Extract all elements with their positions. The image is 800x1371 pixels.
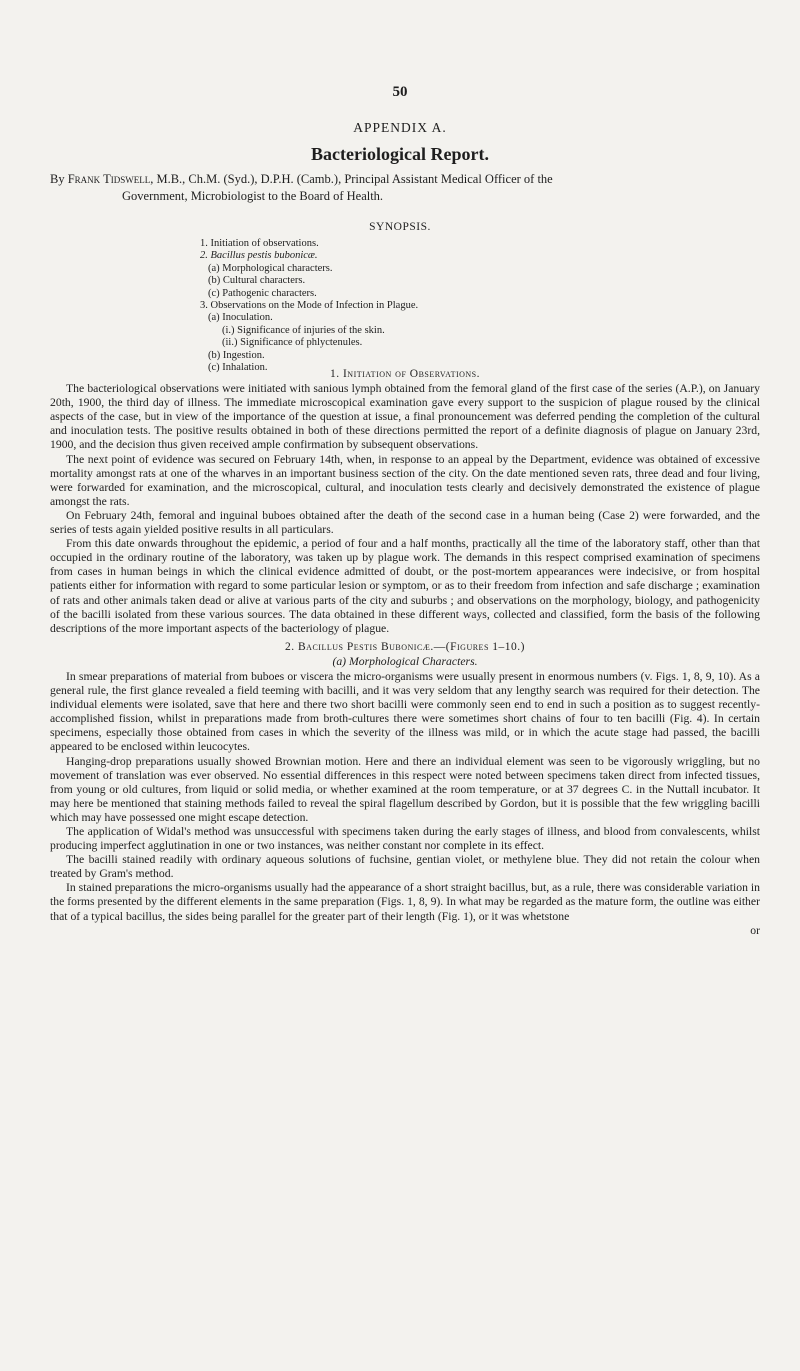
synopsis-item: 3. Observations on the Mode of Infection in Plague. [200,300,419,312]
synopsis-heading: SYNOPSIS. [369,221,431,233]
paragraph: On February 24th, femoral and inguinal buboes obtained after the death of the second case in a human being (Case 2) were forwarded, and the series of tests again yielded positive results in all particulars. [50,508,760,537]
paragraph: In smear preparations of material from buboes or viscera the micro-organisms were usually present in enormous numbers (v. Figs. 1, 8, 9, 10). As a general rule, the first glance revealed a field teeming with bacilli, and it was very seldom that any lengthy search was required for their detection. The individual elements were isolated, save that here and there two short bacilli were commonly seen end to end in such a position as to suggest recently-accomplished fission, whilst in preparations made from broth-cultures there were sometimes short chains of four to ten bacilli (Fig. 4). In certain specimens, especially those obtained from cases in which the severity of the illness was mild, or in which the acute stage had passed, the bacilli appeared to be enclosed within leucocytes. [50,669,760,754]
synopsis-item: (a) Morphological characters. [208,262,333,274]
catchword: or [750,923,760,937]
synopsis-item: (b) Cultural characters. [208,275,306,287]
synopsis-item: (b) Ingestion. [208,349,265,361]
author-credentials: M.B., Ch.M. (Syd.), D.P.H. (Camb.), Principal Assistant Medical Officer of the [156,172,553,186]
report-body [50,365,760,938]
synopsis-list [200,238,620,374]
synopsis-item: (ii.) Significance of phlyctenules. [222,337,363,349]
subsection-heading: (a) Morphological Characters. [332,654,478,668]
paragraph: The application of Widal's method was unsuccessful with specimens taken during the early stages of illness, and blood from convalescents, whilst producing imperfect agglutination in one or two instances, was neither constant nor complete in its effect. [50,825,760,853]
section-2-heading: 2. Bacillus Pestis Bubonicæ.—(Figures 1–10.) [285,640,525,653]
paragraph: The next point of evidence was secured on February 14th, when, in response to an appeal by the Department, evidence was obtained of excessive mortality amongst rats at one of the wharves in an important business section of the city. On the date mentioned seven rats, three dead and four living, were forwarded for examination, and the microscopical, cultural, and inoculation tests clearly and decisively demonstrated the existence of plague amongst the rats. [50,452,760,508]
synopsis-item: 1. Initiation of observations. [200,238,319,249]
synopsis-item: (c) Inhalation. [208,362,268,374]
synopsis-item: (c) Pathogenic characters. [208,287,317,299]
paragraph: In stained preparations the micro-organisms usually had the appearance of a short straight bacillus, but, as a rule, there was considerable variation in the forms presented by the different elements in the same preparation (Figs. 1, 8, 9). In what may be regarded as the mature form, the outline was either that of a typical bacillus, the sides being parallel for the greater part of their length (Fig. 1), or it was whetstone [50,881,760,923]
author-positions: Government, Microbiologist to the Board of Health. [122,189,384,203]
author-name: Frank Tidswell, [67,172,154,186]
paragraph: The bacteriological observations were initiated with sanious lymph obtained from the femoral gland of the first case of the series (A.P.), on January 20th, 1900, the third day of illness. The immediate microscopical examination gave every support to the suspicion of plague roused by the clinical aspects of the case, but in view of the importance of the question at issue, a final pronouncement was deferred pending the completion of the cultural and inoculation tests. The positive results obtained in both of these directions permitted the report of a definite diagnosis of plague on January 23rd, 1900, and the decision thus given received ample confirmation by subsequent observations. [50,382,760,452]
byline [50,171,760,205]
section-1-heading: 1. Initiation of Observations. [329,368,481,380]
report-title: Bacteriological Report. [311,144,489,164]
paragraph: The bacilli stained readily with ordinary aqueous solutions of fuchsine, gentian violet, or methylene blue. They did not retain the colour when treated by Gram's method. [50,853,760,881]
appendix-heading: APPENDIX A. [353,120,447,135]
synopsis-item: (a) Inoculation. [208,312,273,324]
paragraph: From this date onwards throughout the epidemic, a period of four and a half months, practically all the time of the laboratory staff, other than that occupied in the ordinary routine of the laboratory, was taken up by plague work. The demands in this respect comprised examination of specimens from cases in human beings in which the clinical evidence admitted of doubt, or the post-mortem appearances were indecisive, or from hospital patients either for information with regard to some particular lesion or symptom, or as to their freedom from infection and safe discharge ; examination of rats and other animals taken dead or alive at various parts of the city and suburbs ; and observations on the morphology, biology, and pathogenicity of the bacilli isolated from these various sources. The data obtained in these different ways, collected and classified, form the basis of the following descriptions of the more important aspects of the bacteriology of plague. [50,537,760,635]
byline-by: By [50,172,65,186]
paragraph: Hanging-drop preparations usually showed Brownian motion. Here and there an individual element was seen to be vigorously wriggling, but no movement of translation was ever observed. No essential differences in this respect were noted between specimens taken direct from infected tissues, from young or old cultures, from liquid or solid media, or whether examined at the room temperature, or at 37 degrees C. in the Nuttall incubator. It may here be mentioned that staining methods failed to reveal the spiral flagellum described by Gordon, but it is possible that the few wriggling bacilli which may have possessed one might escape detection. [50,754,760,824]
page-number: 50 [392,84,408,100]
synopsis-item: 2. Bacillus pestis bubonicæ. [200,250,318,262]
synopsis-item: (i.) Significance of injuries of the skin. [222,324,385,336]
